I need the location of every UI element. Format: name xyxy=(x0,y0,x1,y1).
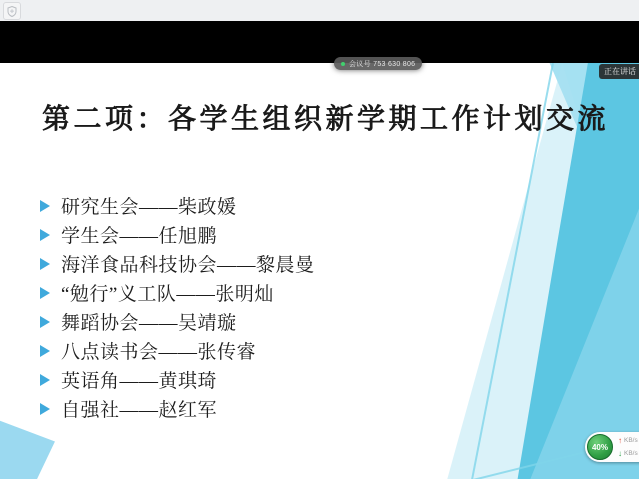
bullet-triangle-icon xyxy=(40,287,50,299)
bullet-triangle-icon xyxy=(40,403,50,415)
bullet-triangle-icon xyxy=(40,316,50,328)
bullet-list xyxy=(40,191,315,423)
upload-row xyxy=(618,435,639,446)
bullet-text: 海洋食品科技协会——黎晨曼 xyxy=(61,255,315,276)
download-row xyxy=(618,448,639,459)
presentation-slide xyxy=(0,63,639,479)
bullet-text: “勉行”义工队——张明灿 xyxy=(61,284,274,305)
shield-plus-icon xyxy=(7,6,17,17)
shield-privacy-button[interactable] xyxy=(3,2,21,20)
upload-arrow-icon: ↑ xyxy=(618,435,622,445)
list-item xyxy=(40,307,315,336)
usage-indicator[interactable] xyxy=(587,434,613,460)
bullet-text: 学生会——任旭鹏 xyxy=(61,226,218,247)
stats-floating-panel[interactable] xyxy=(585,432,639,462)
slide-title: 第二项：各学生组织新学期工作计划交流 xyxy=(42,104,610,135)
list-item xyxy=(40,336,315,365)
upload-unit: KB/s xyxy=(624,437,638,444)
bullet-triangle-icon xyxy=(40,374,50,386)
speaking-badge-text: 正在讲话 xyxy=(604,67,636,76)
bullet-text: 英语角——黄琪琦 xyxy=(61,371,218,392)
network-stats xyxy=(618,434,639,460)
list-item xyxy=(40,278,315,307)
bullet-triangle-icon xyxy=(40,258,50,270)
bullet-triangle-icon xyxy=(40,229,50,241)
top-toolbar xyxy=(0,0,639,22)
bullet-text: 舞蹈协会——吴靖璇 xyxy=(61,313,237,334)
list-item xyxy=(40,220,315,249)
meeting-number-text: 会议号 753 630 806 xyxy=(349,60,416,68)
recording-dot-icon xyxy=(341,62,345,66)
list-item xyxy=(40,365,315,394)
bullet-text: 研究生会——柴政媛 xyxy=(61,197,237,218)
bullet-text: 自强社——赵红军 xyxy=(61,400,218,421)
list-item xyxy=(40,394,315,423)
meeting-number-pill[interactable] xyxy=(334,57,422,70)
download-arrow-icon: ↓ xyxy=(618,448,622,458)
list-item xyxy=(40,191,315,220)
speaking-badge xyxy=(599,64,639,79)
usage-percent: 40% xyxy=(591,442,608,452)
bullet-triangle-icon xyxy=(40,345,50,357)
bullet-text: 八点读书会——张传睿 xyxy=(61,342,257,363)
bullet-triangle-icon xyxy=(40,200,50,212)
letterbox-band xyxy=(0,21,639,63)
list-item xyxy=(40,249,315,278)
download-unit: KB/s xyxy=(624,450,638,457)
